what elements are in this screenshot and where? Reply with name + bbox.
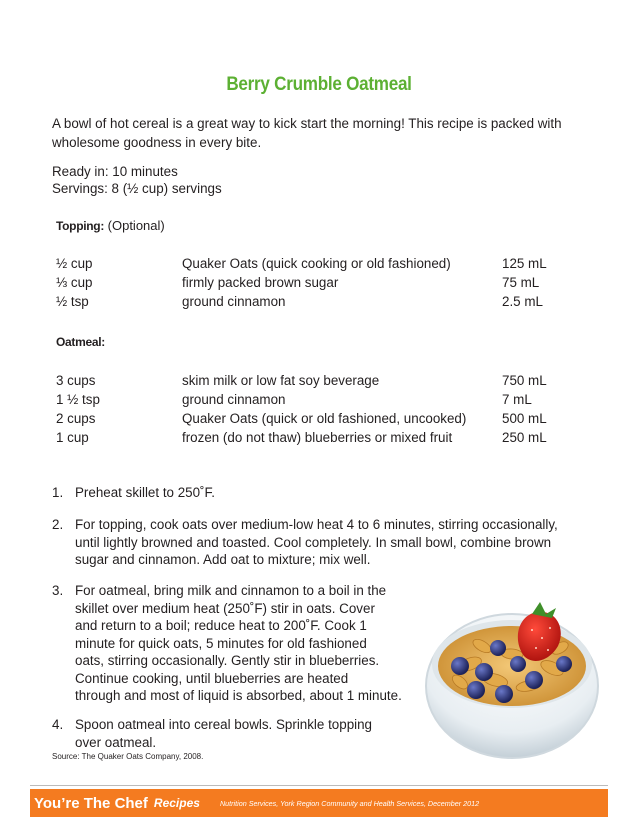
step-text <box>75 516 558 569</box>
ingredient-row <box>56 294 576 313</box>
ingredient-metric: 75 mL <box>502 275 540 290</box>
ingredient-quantity: 1 ½ tsp <box>56 392 100 407</box>
ingredient-quantity: ⅓ cup <box>56 275 93 290</box>
ingredient-quantity: 3 cups <box>56 373 96 388</box>
ingredient-row <box>56 275 576 294</box>
step-text-line: and return to a boil; reduce heat to 200˚F. Cook 1 <box>75 618 367 633</box>
step-text-line: skillet over medium heat (250˚F) stir in oats. Cover <box>75 600 375 616</box>
step-text-line: Spoon oatmeal into cereal bowls. Sprinkle topping <box>75 717 373 732</box>
step-text-line: Preheat skillet to 250˚F. <box>75 485 215 500</box>
footer-divider <box>30 785 608 786</box>
ingredient-name: Quaker Oats (quick or old fashioned, uncooked) <box>182 411 467 426</box>
servings: Servings: 8 (½ cup) servings <box>52 181 222 196</box>
step-text-line: until lightly browned and toasted. Cool completely. In small bowl, combine brown <box>75 534 552 550</box>
step-number: 3. <box>52 583 64 598</box>
topping-label: Topping: <box>56 219 105 233</box>
step-text-line: For oatmeal, bring milk and cinnamon to a boil in the <box>75 583 387 598</box>
source-citation: Source: The Quaker Oats Company, 2008. <box>52 752 204 761</box>
step-text-line: minute for quick oats, 5 minutes for old fashioned <box>75 635 367 651</box>
step-text-line: For topping, cook oats over medium-low heat 4 to 6 minutes, stirring occasionally, <box>75 517 558 532</box>
ingredient-name: frozen (do not thaw) blueberries or mixed fruit <box>182 430 453 445</box>
step-number: 2. <box>52 517 64 532</box>
oatmeal-bowl-photo <box>400 568 600 778</box>
ingredient-metric: 750 mL <box>502 373 547 388</box>
footer-credit: Nutrition Services, York Region Community and Health Services, December 2012 <box>219 798 480 808</box>
ingredient-quantity: 2 cups <box>56 411 96 426</box>
ingredient-name: Quaker Oats (quick cooking or old fashioned) <box>182 256 451 271</box>
ingredient-row <box>56 373 576 392</box>
step-text-line: over oatmeal. <box>75 734 157 750</box>
ingredient-name: skim milk or low fat soy beverage <box>182 373 380 388</box>
ingredient-row <box>56 392 576 411</box>
ingredient-metric: 7 mL <box>502 392 532 407</box>
recipe-intro: A bowl of hot cereal is a great way to kick start the morning! This recipe is packed with wholesome goodness in every bite. <box>52 116 562 150</box>
ingredient-quantity: ½ cup <box>56 256 93 271</box>
ingredient-metric: 125 mL <box>502 256 547 271</box>
ingredient-quantity: ½ tsp <box>56 294 89 309</box>
step-number: 4. <box>52 717 64 732</box>
recipe-title: Berry Crumble Oatmeal <box>226 74 412 95</box>
ingredient-metric: 500 mL <box>502 411 547 426</box>
ingredient-row <box>56 256 576 275</box>
ingredient-metric: 250 mL <box>502 430 547 445</box>
step-text-line: through and most of liquid is absorbed, about 1 minute. <box>75 688 402 703</box>
step-text-line: Continue cooking, until blueberries are heated <box>75 670 349 686</box>
step-text-line: sugar and cinnamon. Add oat to mixture; mix well. <box>75 552 371 567</box>
step-text <box>75 484 215 502</box>
ready-in: Ready in: 10 minutes <box>52 164 178 179</box>
ingredient-name: firmly packed brown sugar <box>182 275 339 290</box>
oatmeal-label: Oatmeal: <box>56 335 105 349</box>
step-text-line: oats, stirring occasionally. Gently stir in blueberries. <box>75 653 380 668</box>
footer-brand: You’re The Chef <box>34 794 148 812</box>
footer-banner <box>30 789 608 817</box>
ingredient-name: ground cinnamon <box>182 392 286 407</box>
ingredient-name: ground cinnamon <box>182 294 286 309</box>
footer-recipes: Recipes <box>153 796 200 810</box>
ingredient-row <box>56 411 576 430</box>
step-number: 1. <box>52 485 64 500</box>
ingredient-row <box>56 430 576 449</box>
step-text <box>75 582 402 705</box>
oatmeal-heading <box>56 334 105 349</box>
topping-heading <box>56 218 165 233</box>
step-text <box>75 716 372 751</box>
topping-note: (Optional) <box>104 218 165 233</box>
ingredient-metric: 2.5 mL <box>502 294 543 309</box>
ingredient-quantity: 1 cup <box>56 430 89 445</box>
